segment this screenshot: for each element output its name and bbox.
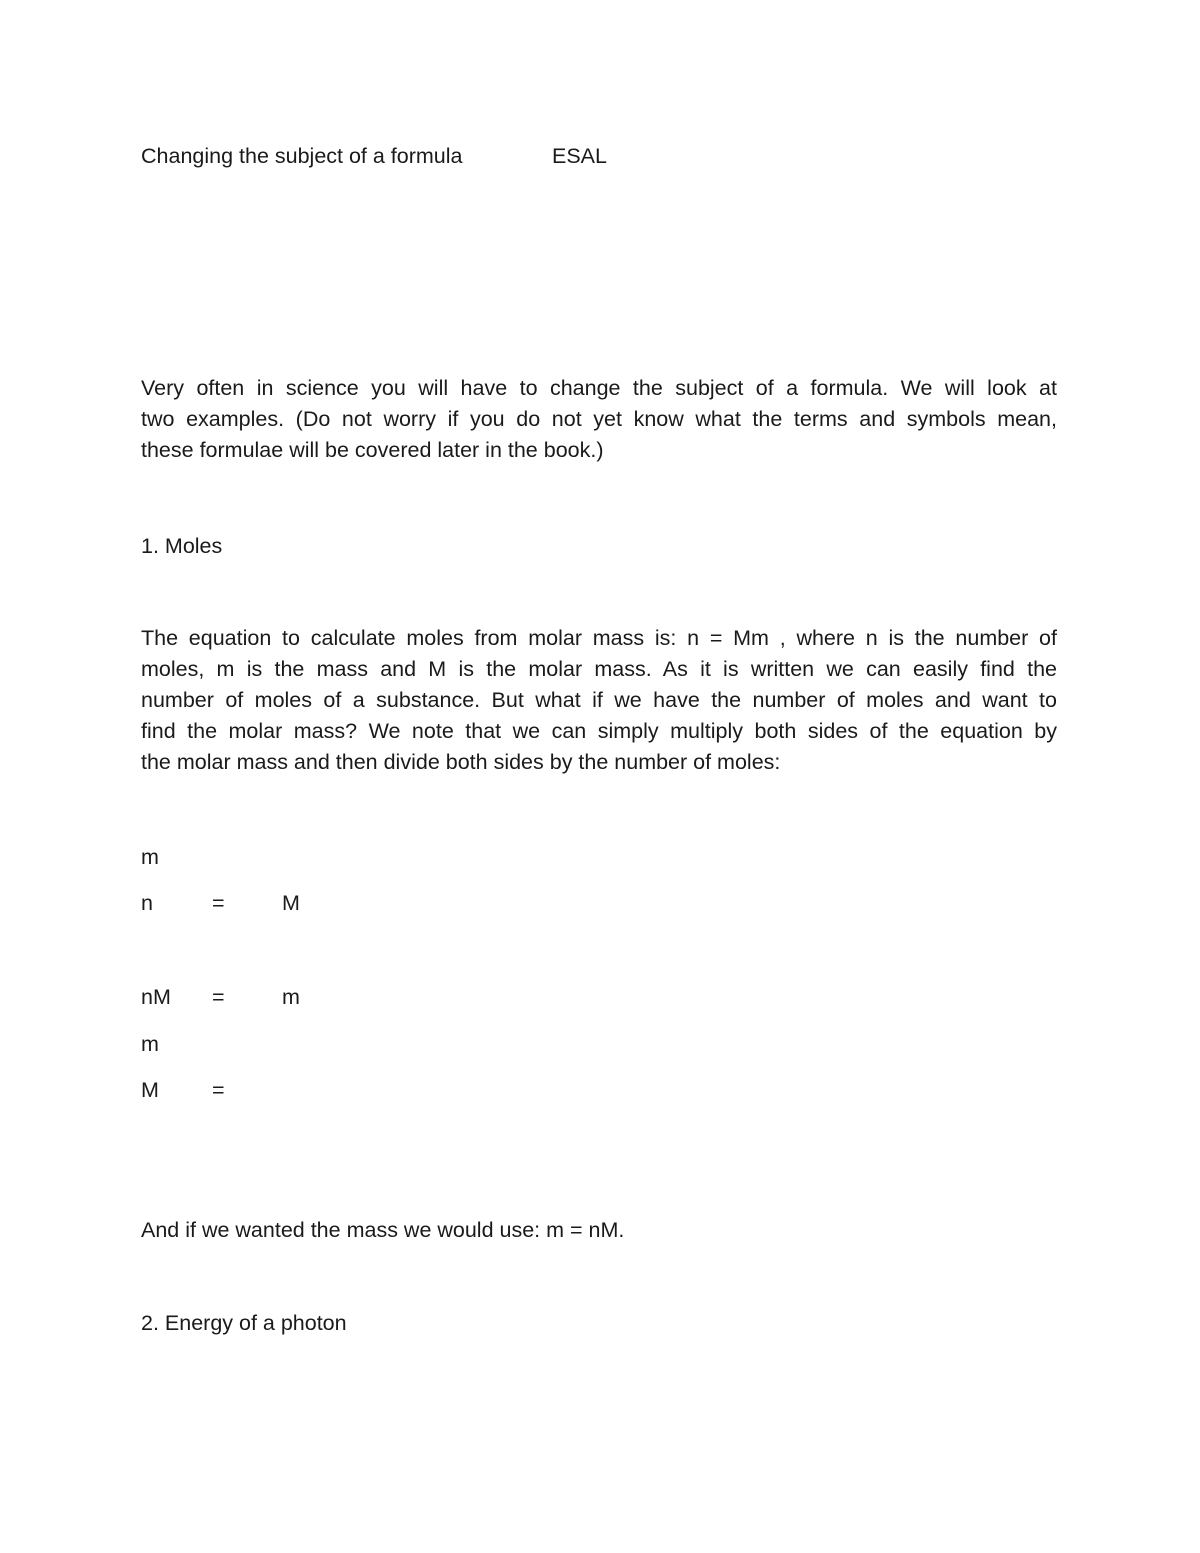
document-title: Changing the subject of a formula [141, 144, 463, 168]
intro-line: these formulae will be covered later in the book.) [141, 438, 604, 462]
eq2-equals: = [212, 985, 225, 1009]
moles-line: moles, m is the mass and M is the molar mass. As it is written we can easily find the [141, 657, 1057, 681]
moles-line: the molar mass and then divide both sides by the number of moles: [141, 750, 781, 774]
moles-line: The equation to calculate moles from molar mass is: n = Mm , where n is the number of [141, 626, 1057, 650]
eq3-lhs: M [141, 1078, 159, 1102]
section-heading-photon: 2. Energy of a photon [141, 1311, 347, 1335]
intro-paragraph [141, 373, 1057, 466]
eq2-lhs: nM [141, 985, 171, 1009]
intro-line: Very often in science you will have to change the subject of a formula. We will look at [141, 376, 1057, 400]
moles-line: number of moles of a substance. But what if we have the number of moles and want to [141, 688, 1057, 712]
intro-line: two examples. (Do not worry if you do not yet know what the terms and symbols mean, [141, 407, 1057, 431]
eq1-lhs: n [141, 891, 153, 915]
document-source: ESAL [552, 144, 607, 168]
eq1-equals: = [212, 891, 225, 915]
section-heading-moles: 1. Moles [141, 534, 223, 558]
eq1-rhs: M [282, 891, 300, 915]
moles-line: find the molar mass? We note that we can simply multiply both sides of the equation by [141, 719, 1057, 743]
moles-conclusion: And if we wanted the mass we would use: m = nM. [141, 1218, 625, 1242]
moles-paragraph [141, 623, 1057, 778]
eq3-numerator: m [141, 1032, 159, 1056]
eq3-equals: = [212, 1078, 225, 1102]
eq2-rhs: m [282, 985, 300, 1009]
eq1-numerator: m [141, 845, 159, 869]
